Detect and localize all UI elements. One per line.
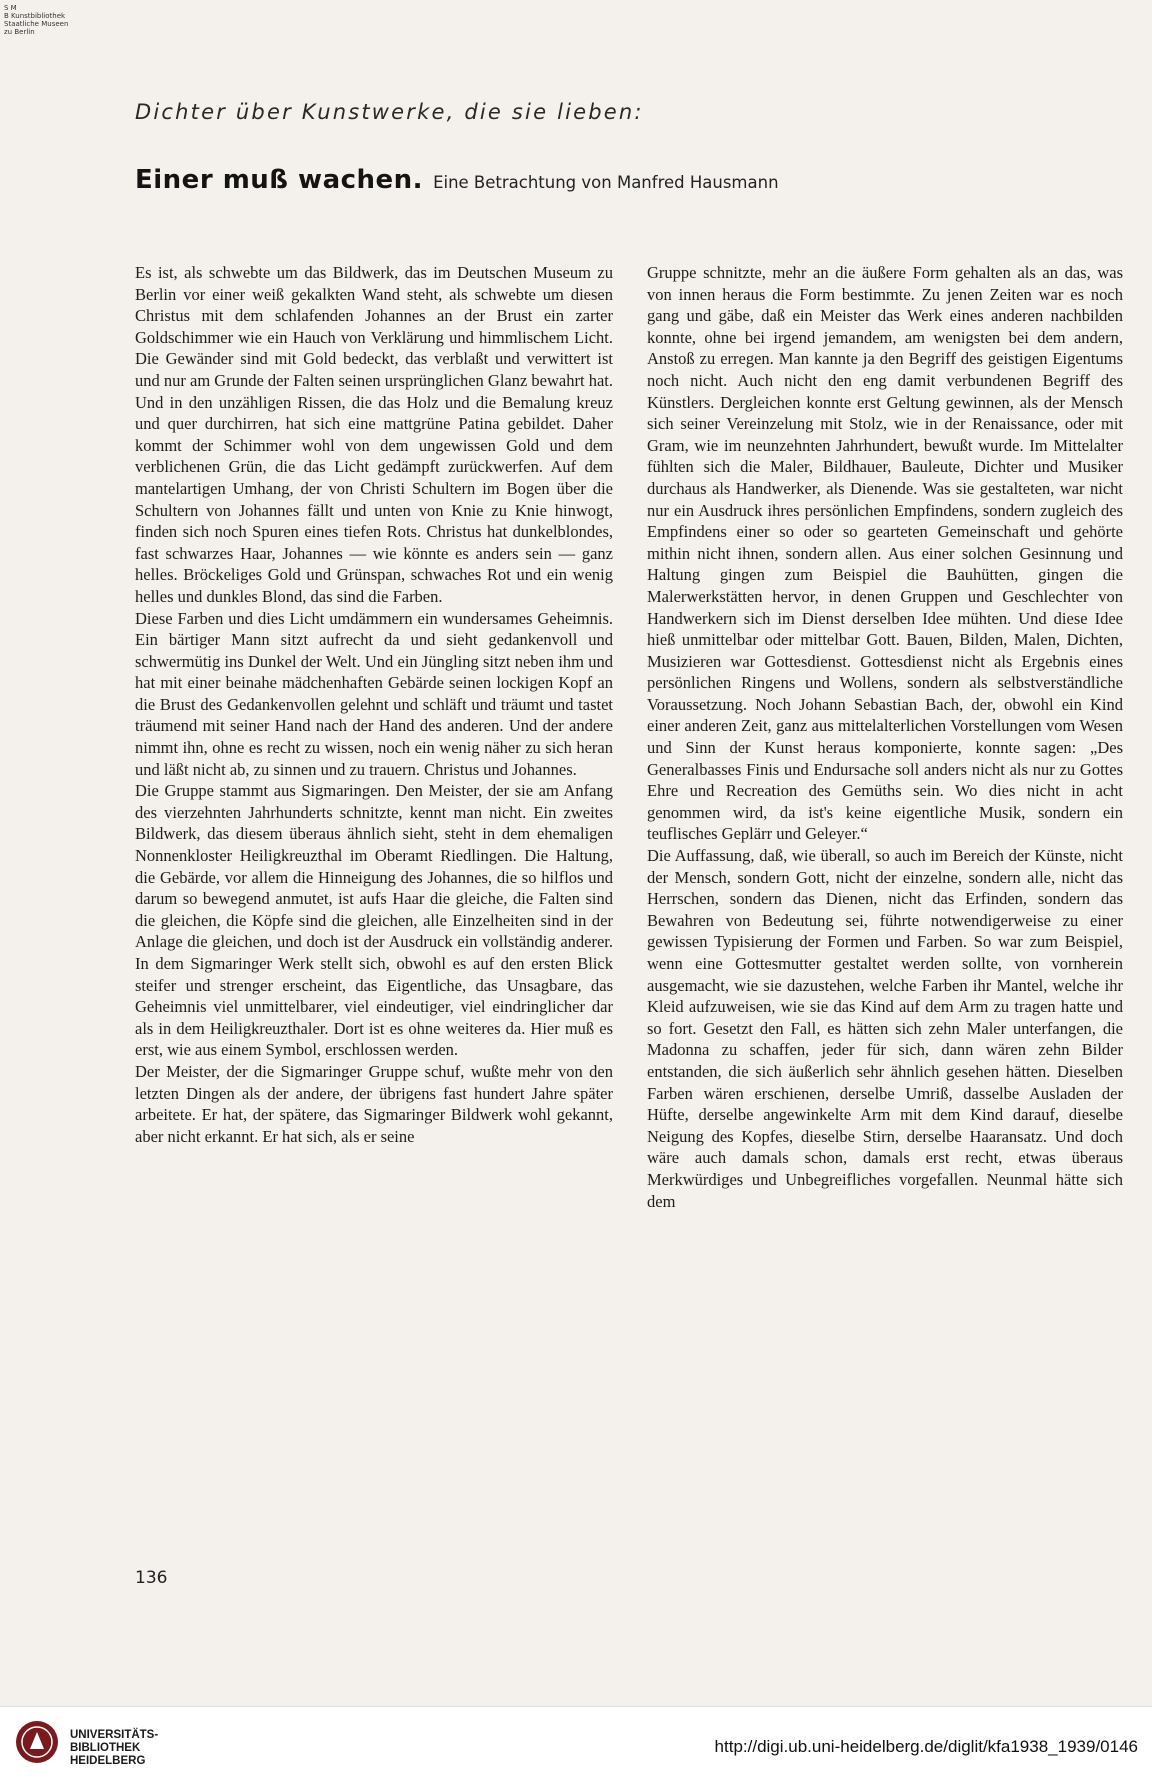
source-url-link[interactable]: http://digi.ub.uni-heidelberg.de/diglit/kfa1938_1939/0146 [714,1737,1138,1756]
logo-line: UNIVERSITÄTS- [70,1729,159,1741]
logo-line: BIBLIOTHEK [70,1742,141,1754]
library-stamp [4,4,74,36]
article-headline [135,165,779,195]
footer-bar [0,1706,1152,1788]
paragraph: Der Meister, der die Sigmaringer Gruppe schuf, wußte mehr von den letzten Dingen als der andere, der übrigens fast hundert Jahre später arbeitete. Er hat, der spätere, das Sigmaringer Bildwerk wohl gekannt, aber nicht erkannt. Er hat sich, als er seine [135,1061,613,1146]
paragraph: Es ist, als schwebte um das Bildwerk, das im Deutschen Museum zu Berlin vor einer weiß gekalkten Wand steht, als schwebte um diesen Christus mit dem schlafenden Johannes an der Brust ein zarter Goldschimmer wie ein Hauch von Verklärung und himmlischem Licht. Die Gewänder sind mit Gold bedeckt, das verblaßt und verwittert ist und nur am Grunde der Falten seinen ursprünglichen Glanz bewahrt hat. Und in den unzähligen Rissen, die das Holz und die Bemalung kreuz und quer durchirren, hat sich eine mattgrüne Patina gebildet. Daher kommt der Schimmer wohl von dem ungewissen Gold und dem verblichenen Grün, die das Licht gedämpft zurückwerfen. Auf dem mantelartigen Umhang, der von Christi Schultern im Bogen über die Schultern von Johannes fällt und unten von Knie zu Knie hinwogt, finden sich noch Spuren eines tiefen Rots. Christus hat dunkelblondes, fast schwarzes Haar, Johannes — wie könnte es anders sein — ganz helles. Bröckeliges Gold und Grünspan, schwaches Rot und ein wenig helles und dunkles Blond, das sind die Farben. [135,263,613,606]
library-logo-text [70,1729,158,1768]
left-column [135,262,613,1147]
right-column [647,262,1123,1212]
paragraph: Die Gruppe stammt aus Sigmaringen. Den Meister, der sie am Anfang des vierzehnten Jahrhunderts schnitzte, kennt man nicht. Ein zweites Bildwerk, das diesem überaus ähnlich sieht, steht in dem ehemaligen Nonnenkloster Heiligkreuzthal im Oberamt Riedlingen. Die Haltung, die Gebärde, vor allem die Hinneigung des Johannes, die so hilflos und darum so bewegend anmutet, ist aufs Haar die gleiche, die Falten sind die gleichen, die Köpfe sind die gleichen, alle Einzelheiten sind in der Anlage die gleichen, und doch ist der Ausdruck ein vollständig anderer. In dem Sigmaringer Werk stellt sich, obwohl es auf den ersten Blick steifer und strenger erscheint, das Eigentliche, das Unsagbare, das Geheimnis viel unmittelbarer, viel eindeutiger, viel eindringlicher dar als in dem Heiligkreuzthaler. Dort ist es ohne weiteres da. Hier muß es erst, wie aus einem Symbol, erschlossen werden. [135,781,613,1060]
paragraph: Gruppe schnitzte, mehr an die äußere Form gehalten als an das, was von innen heraus die Form bestimmte. Zu jenen Zeiten war es noch gang und gäbe, daß ein Meister das Werk eines anderen nachbilden konnte, ohne bei irgend jemandem, am wenigsten bei dem andern, Anstoß zu erregen. Man kannte ja den Begriff des geistigen Eigentums noch nicht. Auch nicht den eng damit verbundenen Begriff des Künstlers. Dergleichen konnte erst Geltung gewinnen, als der Mensch sich seiner Vereinzelung mit Stolz, wie in der Renaissance, oder mit Gram, wie im neunzehnten Jahrhundert, bewußt wurde. Im Mittelalter fühlten sich die Maler, Bildhauer, Bauleute, Dichter und Musiker durchaus als Handwerker, als Dienende. Was sie gestalteten, war nicht nur ein Ausdruck ihres persönlichen Empfindens, sondern zugleich des Empfindens einer so oder so gearteten Gemeinschaft und gehörte mithin nicht ihnen, sondern allen. Aus einer solchen Gesinnung und Haltung gingen zum Beispiel die Bauhütten, gingen die Malerwerkstätten hervor, in denen Gruppen und Geschlechter von Handwerkern sich im Dienst derselben Idee mühten. Und diese Idee hieß unmittelbar oder mittelbar Gott. Bauen, Bilden, Malen, Dichten, Musizieren war Gottesdienst. Gottesdienst nicht als Ergebnis eines persönlichen Ringens und Wollens, sondern als selbstverständliche Voraussetzung. Noch Johann Sebastian Bach, der, obwohl ein Kind einer anderen Zeit, ganz aus mittelalterlichen Vorstellungen vom Wesen und Sinn der Kunst heraus komponierte, konnte sagen: „Des Generalbasses Finis und Endursache soll anders nicht als nur zu Gottes Ehre und Recreation des Gemüths sein. Wo dies nicht in acht genommen wird, da ist's keine eigentliche Musik, sondern ein teuflisches Geplärr und Geleyer.“ [647,263,1123,844]
university-seal-icon [14,1719,60,1765]
stamp-line: zu Berlin [4,28,35,36]
article-title: Einer muß wachen. [135,165,424,195]
page-number: 136 [135,1568,168,1588]
article-subtitle: Eine Betrachtung von Manfred Hausmann [433,173,779,192]
paragraph: Die Auffassung, daß, wie überall, so auch im Bereich der Künste, nicht der Mensch, sondern Gott, nicht der einzelne, sondern alle, nicht das Herrschen, sondern das Dienen, nicht das Erfinden, sondern das Bewahren von Bedeutung sei, führte notwendigerweise zu einer gewissen Typisierung der Formen und Farben. So war zum Beispiel, wenn eine Gottesmutter gestaltet werden sollte, von vornherein ausgemacht, wie sie dazustehen, welche Farben ihr Mantel, welche ihr Kleid aufzuweisen, wie sie das Kind auf dem Arm zu tragen hatte und so fort. Gesetzt den Fall, es hätten sich zehn Maler unterfangen, die Madonna zu schaffen, jeder für sich, dann wären zehn Bilder entstanden, die sich äußerlich sehr ähnlich gesehen hätten. Dieselben Farben wären erschienen, derselbe Umriß, dasselbe Ausladen der Hüfte, derselbe angewinkelte Arm mit dem Kind darauf, dieselbe Neigung des Kopfes, dieselbe Stirn, derselbe Haaransatz. Und doch wäre auch damals schon, damals erst recht, etwas überaus Merkwürdiges und Unbegreifliches vorgefallen. Neunmal hätte sich dem [647,846,1123,1211]
series-title: Dichter über Kunstwerke, die sie lieben: [135,100,644,124]
logo-line: HEIDELBERG [70,1755,146,1767]
paragraph: Diese Farben und dies Licht umdämmern ein wundersames Geheimnis. Ein bärtiger Mann sitzt aufrecht da und sieht gedankenvoll und schwermütig ins Dunkel der Welt. Und ein Jüngling sitzt neben ihm und hat mit einer beinahe mädchenhaften Gebärde seinen lockigen Kopf an die Brust des Gedankenvollen gelehnt und schläft und träumt und tastet träumend mit seiner Hand nach der Hand des anderen. Und der andere nimmt ihn, ohne es recht zu wissen, noch ein wenig näher zu sich heran und läßt nicht ab, zu sinnen und zu trauern. Christus und Johannes. [135,608,613,779]
stamp-line: Staatliche Museen [4,20,69,28]
stamp-line: S M [4,4,17,12]
stamp-line: B Kunstbibliothek [4,12,66,20]
